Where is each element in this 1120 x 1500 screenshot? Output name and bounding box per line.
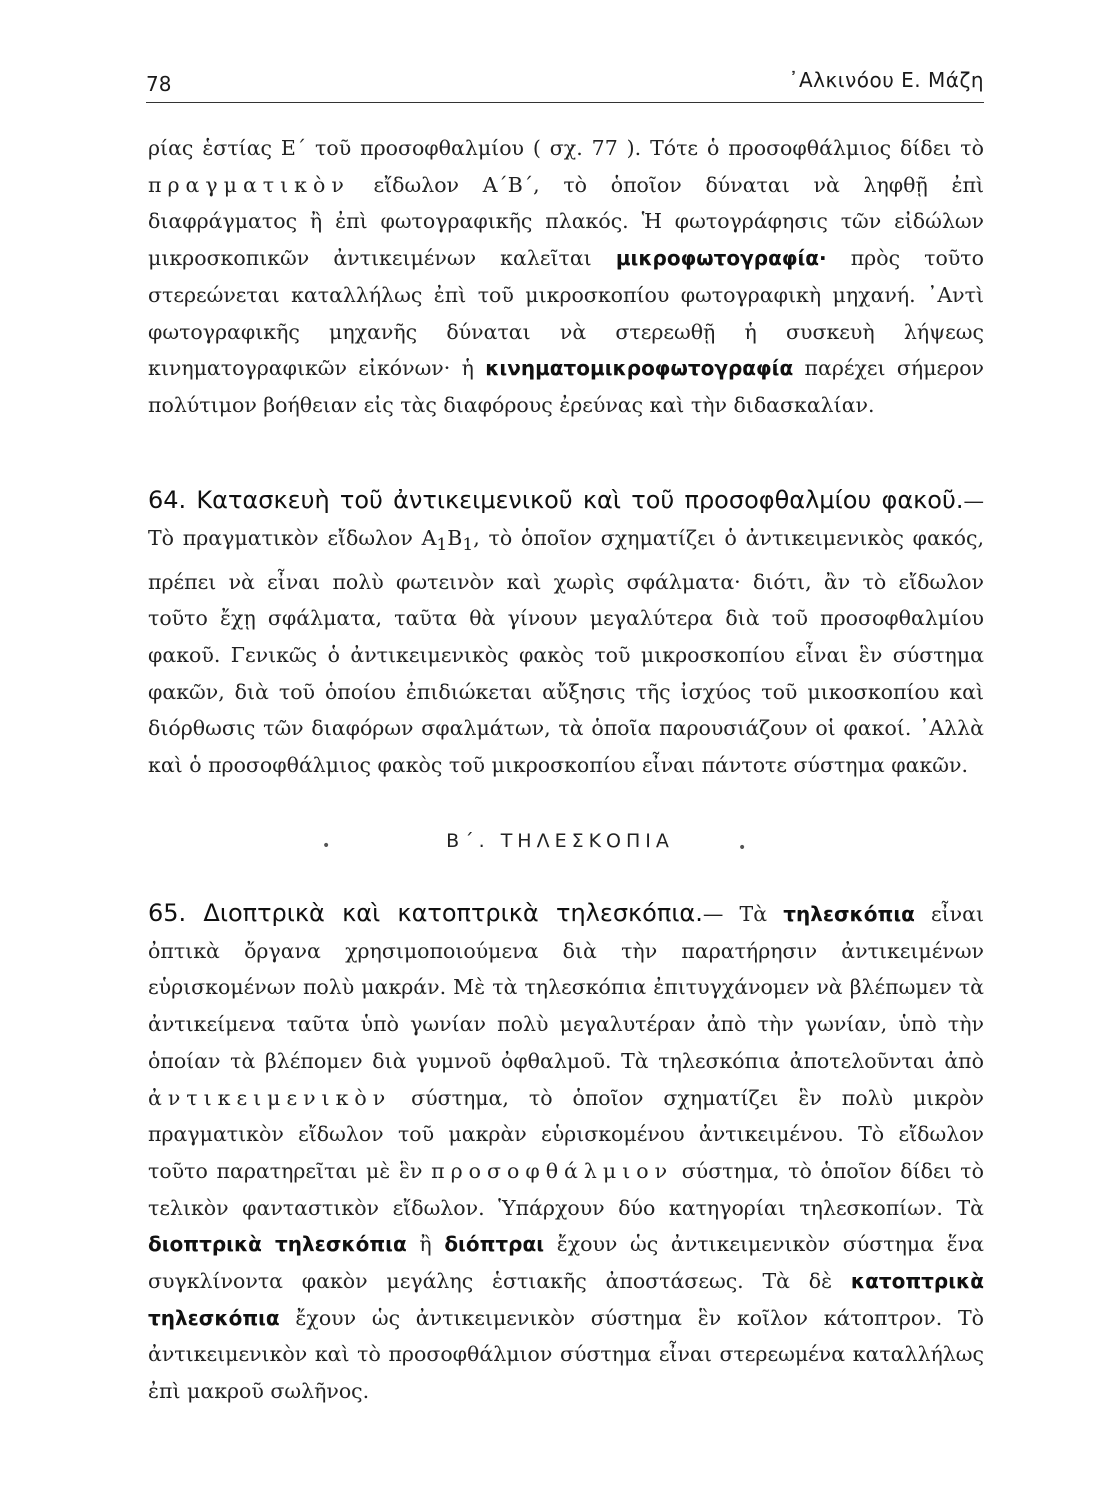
paragraph-section-64: 64. Κατασκευὴ τοῦ ἀντικειμενικοῦ καὶ τοῦ προσοφθαλμίου φακοῦ.— Τὸ πραγματικὸν εἴδωλον $A_1B_1$, τὸ ὁποῖον σχηματίζει ὁ ἀντικειμενικὸς φακός, πρέπει νὰ εἶναι πολὺ φωτεινὸν καὶ χωρὶς σφάλματα· διότι, ἂν τὸ εἴδωλον τοῦτο ἔχῃ σφάλματα, ταῦτα θὰ γίνουν μεγαλύτερα διὰ τοῦ προσοφθαλμίου φακοῦ. Γενικῶς ὁ ἀντικειμενικὸς φακὸς τοῦ μικροσκοπίου εἶναι ἓν σύστημα φακῶν, διὰ τοῦ ὁποίου ἐπιδιώκεται αὔξησις τῆς ἰσχύος τοῦ μικοσκοπίου καὶ διόρθωσις τῶν διαφόρων σφαλμάτων, τὰ ὁποῖα παρουσιάζουν οἱ φακοί. ᾿Αλλὰ καὶ ὁ προσοφθάλμιος φακὸς τοῦ μικροσκοπίου εἶναι πάντοτε σύστημα φακῶν. bbox=[148, 486, 984, 778]
bold-term: κινηματομικροφωτογραφία bbox=[485, 356, 794, 381]
bold-term: διόπτραι bbox=[444, 1232, 545, 1257]
section-title: Β΄. ΤΗΛΕΣΚΟΠΙΑ bbox=[446, 830, 674, 852]
page-number: 78 bbox=[146, 72, 172, 96]
print-speck: • bbox=[322, 838, 331, 854]
bold-term: μικροφωτογραφία· bbox=[615, 246, 827, 271]
section-heading-65: 65. Διοπτρικὰ καὶ κατοπτρικὰ τηλεσκόπια. bbox=[148, 899, 703, 927]
paragraph-section-65: 65. Διοπτρικὰ καὶ κατοπτρικὰ τηλεσκόπια.— Τὰ τηλεσκόπια εἶναι ὀπτικὰ ὄργανα χρησιμοποιούμενα διὰ τὴν παρατήρησιν ἀντικειμένων εὑρισκομένων πολὺ μακράν. Μὲ τὰ τηλεσκόπια ἐπιτυγχάνομεν νὰ βλέπωμεν τὰ ἀντικείμενα ταῦτα ὑπὸ γωνίαν πολὺ μεγαλυτέραν ἀπὸ τὴν γωνίαν, ὑπὸ τὴν ὁποίαν τὰ βλέπομεν διὰ γυμνοῦ ὀφθαλμοῦ. Τὰ τηλεσκόπια ἀποτελοῦνται ἀπὸ ἀντικειμενικὸν σύστημα, τὸ ὁποῖον σχηματίζει ἓν πολὺ μικρὸν πραγματικὸν εἴδωλον τοῦ μακρὰν εὑρισκομένου ἀντικειμένου. Τὸ εἴδωλον τοῦτο παρατηρεῖται μὲ ἓν προσοφθάλμιον σύστημα, τὸ ὁποῖον δίδει τὸ τελικὸν φανταστικὸν εἴδωλον. Ὑπάρχουν δύο κατηγορίαι τηλεσκοπίων. Τὰ διοπτρικὰ τηλεσκόπια ἢ διόπτραι ἔχουν ὡς ἀντικειμενικὸν σύστημα ἕνα συγκλίνοντα φακὸν μεγάλης ἑστιακῆς ἀποστάσεως. Τὰ δὲ κατοπτρικὰ τηλεσκόπια ἔχουν ὡς ἀντικειμενικὸν σύστημα ἓν κοῖλον κάτοπτρον. Τὸ ἀντικειμενικὸν καὶ τὸ προσοφθάλμιον σύστημα εἶναι στερεωμένα καταλλήλως ἐπὶ μακροῦ σωλῆνος. bbox=[148, 899, 984, 1404]
section-heading-64: 64. Κατασκευὴ τοῦ ἀντικειμενικοῦ καὶ τοῦ προσοφθαλμίου φακοῦ. bbox=[148, 486, 964, 514]
bold-term: τηλεσκόπια bbox=[783, 902, 915, 926]
paragraph-microphotography: ρίας ἑστίας Ε΄ τοῦ προσοφθαλμίου ( σχ. 77 ). Τότε ὁ προσοφθάλμιος δίδει τὸ πραγματικὸν εἴδωλον Α΄Β΄, τὸ ὁποῖον δύναται νὰ ληφθῇ ἐπὶ διαφράγματος ἢ ἐπὶ φωτογραφικῆς πλακός. Ἡ φωτογράφησις τῶν εἰδώλων μικροσκοπικῶν ἀντικειμένων καλεῖται μικροφωτογραφία· πρὸς τοῦτο στερεώνεται καταλλήλως ἐπὶ τοῦ μικροσκοπίου φωτογραφικὴ μηχανή. ᾿Αντὶ φωτογραφικῆς μηχανῆς δύναται νὰ στερεωθῇ ἡ συσκευὴ λήψεως κινηματογραφικῶν εἰκόνων· ἡ κινηματομικροφωτογραφία παρέχει σήμερον πολύτιμον βοήθειαν εἰς τὰς διαφόρους ἐρεύνας καὶ τὴν διδασκαλίαν. bbox=[148, 136, 984, 417]
spaced-term: πραγματικὸν bbox=[148, 172, 350, 197]
page-header bbox=[146, 62, 984, 103]
spaced-term: προσοφθάλμιον bbox=[431, 1158, 674, 1183]
print-speck: • bbox=[738, 840, 747, 856]
bold-term: διοπτρικὰ τηλεσκόπια bbox=[148, 1232, 407, 1257]
spaced-term: ἀντικειμενικὸν bbox=[148, 1085, 392, 1110]
bold-term: κατοπτρικὰ τηλεσκόπια bbox=[148, 1269, 984, 1330]
running-head: ᾿Αλκινόου Ε. Μάζη bbox=[788, 68, 984, 92]
